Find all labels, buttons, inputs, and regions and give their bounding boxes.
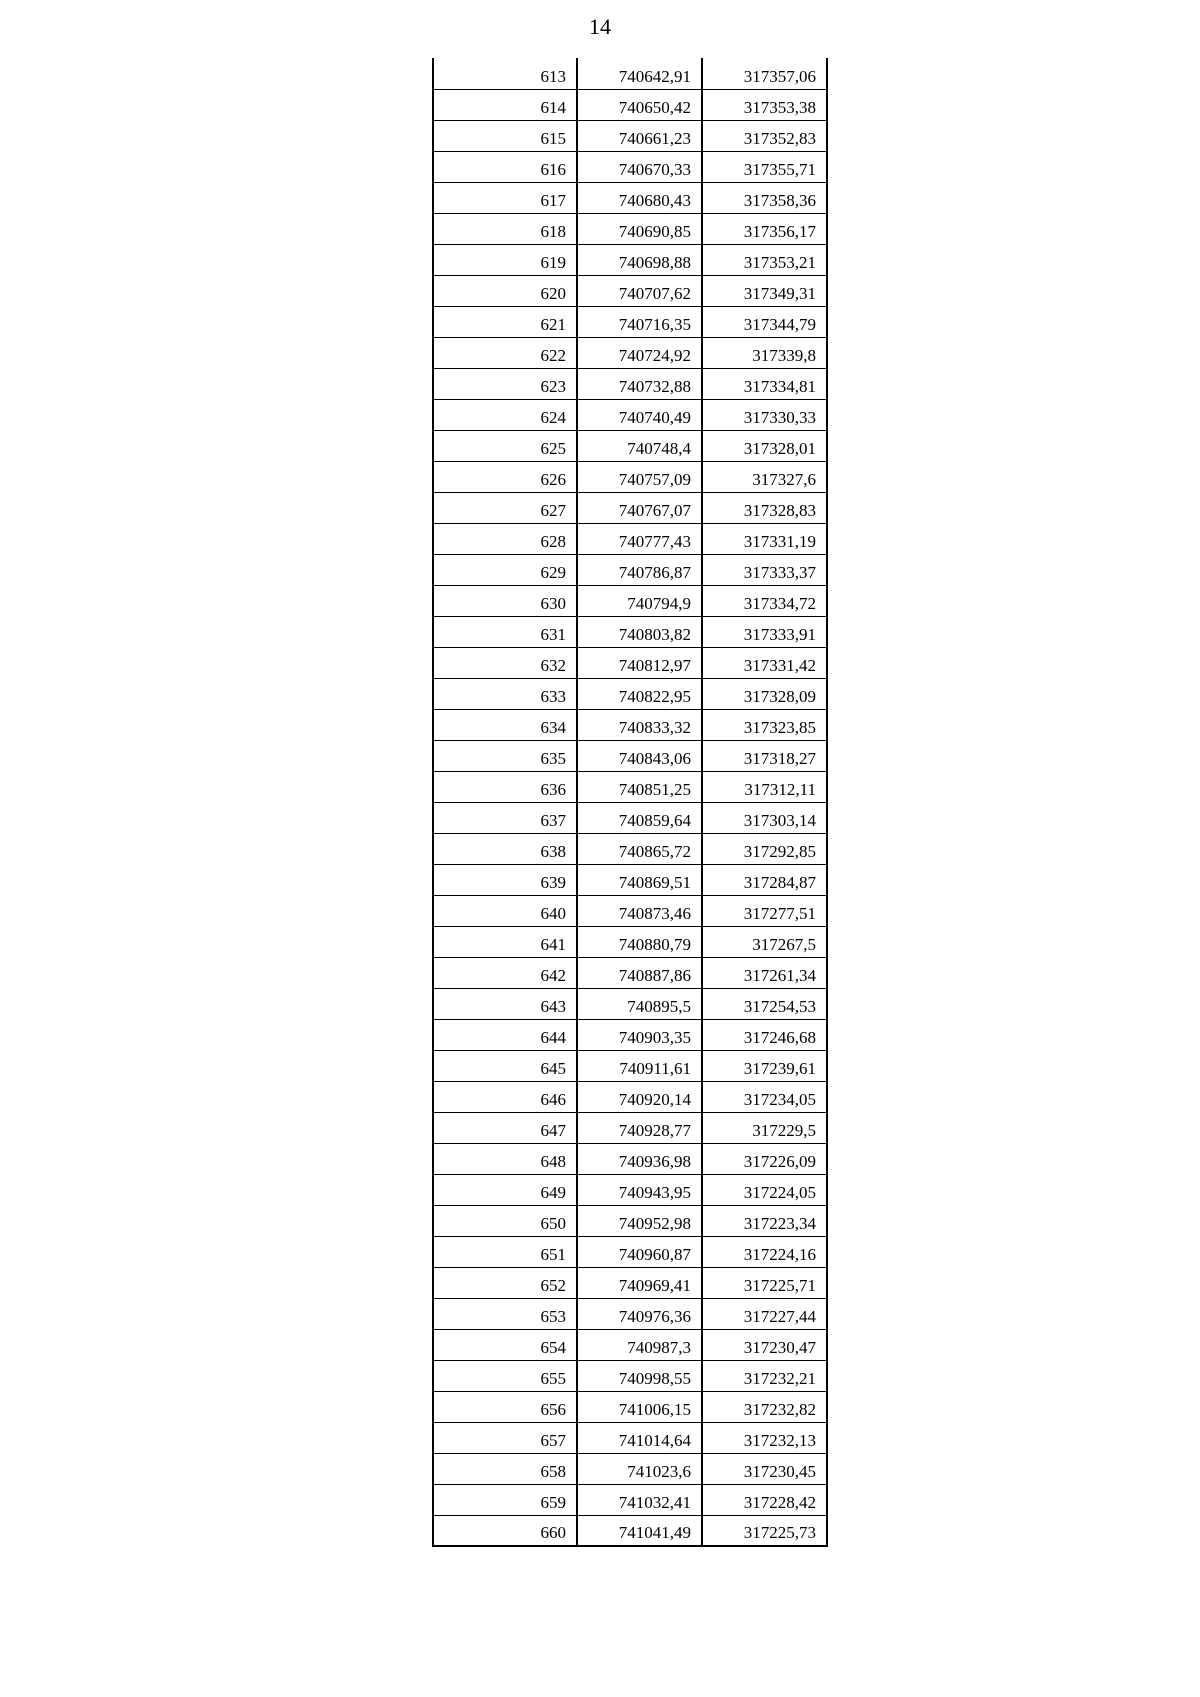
point-number-cell: 640 <box>433 895 577 926</box>
x-coordinate-cell: 740865,72 <box>577 833 702 864</box>
table-row <box>433 89 827 120</box>
y-coordinate-cell: 317277,51 <box>702 895 827 926</box>
x-coordinate-cell: 740911,61 <box>577 1050 702 1081</box>
x-coordinate-cell: 741006,15 <box>577 1391 702 1422</box>
y-coordinate-cell: 317223,34 <box>702 1205 827 1236</box>
table-row <box>433 1515 827 1546</box>
x-coordinate-cell: 740757,09 <box>577 461 702 492</box>
point-number-cell: 659 <box>433 1484 577 1515</box>
x-coordinate-cell: 740698,88 <box>577 244 702 275</box>
table-row <box>433 1143 827 1174</box>
point-number-cell: 632 <box>433 647 577 678</box>
table-row <box>433 275 827 306</box>
x-coordinate-cell: 740903,35 <box>577 1019 702 1050</box>
table-row <box>433 182 827 213</box>
point-number-cell: 645 <box>433 1050 577 1081</box>
y-coordinate-cell: 317353,38 <box>702 89 827 120</box>
table-row <box>433 988 827 1019</box>
x-coordinate-cell: 740786,87 <box>577 554 702 585</box>
y-coordinate-cell: 317226,09 <box>702 1143 827 1174</box>
y-coordinate-cell: 317356,17 <box>702 213 827 244</box>
point-number-cell: 636 <box>433 771 577 802</box>
point-number-cell: 648 <box>433 1143 577 1174</box>
table-row <box>433 833 827 864</box>
table-row <box>433 430 827 461</box>
point-number-cell: 649 <box>433 1174 577 1205</box>
point-number-cell: 647 <box>433 1112 577 1143</box>
point-number-cell: 633 <box>433 678 577 709</box>
y-coordinate-cell: 317331,42 <box>702 647 827 678</box>
table-row <box>433 244 827 275</box>
table-row <box>433 1391 827 1422</box>
point-number-cell: 630 <box>433 585 577 616</box>
point-number-cell: 652 <box>433 1267 577 1298</box>
y-coordinate-cell: 317229,5 <box>702 1112 827 1143</box>
table-row <box>433 1298 827 1329</box>
x-coordinate-cell: 740833,32 <box>577 709 702 740</box>
point-number-cell: 623 <box>433 368 577 399</box>
table-row <box>433 368 827 399</box>
y-coordinate-cell: 317353,21 <box>702 244 827 275</box>
point-number-cell: 658 <box>433 1453 577 1484</box>
point-number-cell: 635 <box>433 740 577 771</box>
y-coordinate-cell: 317254,53 <box>702 988 827 1019</box>
table-row <box>433 492 827 523</box>
x-coordinate-cell: 740943,95 <box>577 1174 702 1205</box>
y-coordinate-cell: 317246,68 <box>702 1019 827 1050</box>
y-coordinate-cell: 317312,11 <box>702 771 827 802</box>
table-row <box>433 1329 827 1360</box>
point-number-cell: 620 <box>433 275 577 306</box>
table-row <box>433 585 827 616</box>
table-row <box>433 647 827 678</box>
x-coordinate-cell: 740690,85 <box>577 213 702 244</box>
table-row <box>433 802 827 833</box>
x-coordinate-cell: 740880,79 <box>577 926 702 957</box>
table-row <box>433 1205 827 1236</box>
y-coordinate-cell: 317232,21 <box>702 1360 827 1391</box>
y-coordinate-cell: 317355,71 <box>702 151 827 182</box>
x-coordinate-cell: 740887,86 <box>577 957 702 988</box>
table-row <box>433 1050 827 1081</box>
point-number-cell: 626 <box>433 461 577 492</box>
y-coordinate-cell: 317284,87 <box>702 864 827 895</box>
y-coordinate-cell: 317357,06 <box>702 58 827 89</box>
point-number-cell: 631 <box>433 616 577 647</box>
x-coordinate-cell: 740661,23 <box>577 120 702 151</box>
y-coordinate-cell: 317225,71 <box>702 1267 827 1298</box>
y-coordinate-cell: 317292,85 <box>702 833 827 864</box>
y-coordinate-cell: 317333,91 <box>702 616 827 647</box>
table-row <box>433 1112 827 1143</box>
y-coordinate-cell: 317334,72 <box>702 585 827 616</box>
table-row <box>433 1081 827 1112</box>
coordinates-table <box>432 58 828 1547</box>
point-number-cell: 627 <box>433 492 577 523</box>
x-coordinate-cell: 741041,49 <box>577 1515 702 1546</box>
y-coordinate-cell: 317358,36 <box>702 182 827 213</box>
table-row <box>433 337 827 368</box>
table-row <box>433 926 827 957</box>
x-coordinate-cell: 740895,5 <box>577 988 702 1019</box>
point-number-cell: 654 <box>433 1329 577 1360</box>
x-coordinate-cell: 740936,98 <box>577 1143 702 1174</box>
table-row <box>433 306 827 337</box>
x-coordinate-cell: 740650,42 <box>577 89 702 120</box>
x-coordinate-cell: 740843,06 <box>577 740 702 771</box>
x-coordinate-cell: 740928,77 <box>577 1112 702 1143</box>
point-number-cell: 650 <box>433 1205 577 1236</box>
x-coordinate-cell: 740716,35 <box>577 306 702 337</box>
y-coordinate-cell: 317303,14 <box>702 802 827 833</box>
x-coordinate-cell: 740707,62 <box>577 275 702 306</box>
y-coordinate-cell: 317318,27 <box>702 740 827 771</box>
x-coordinate-cell: 741014,64 <box>577 1422 702 1453</box>
point-number-cell: 656 <box>433 1391 577 1422</box>
point-number-cell: 657 <box>433 1422 577 1453</box>
y-coordinate-cell: 317327,6 <box>702 461 827 492</box>
point-number-cell: 617 <box>433 182 577 213</box>
point-number-cell: 643 <box>433 988 577 1019</box>
table-row <box>433 1360 827 1391</box>
table-row <box>433 213 827 244</box>
table-row <box>433 58 827 89</box>
y-coordinate-cell: 317333,37 <box>702 554 827 585</box>
point-number-cell: 634 <box>433 709 577 740</box>
x-coordinate-cell: 740969,41 <box>577 1267 702 1298</box>
point-number-cell: 619 <box>433 244 577 275</box>
x-coordinate-cell: 740822,95 <box>577 678 702 709</box>
x-coordinate-cell: 740748,4 <box>577 430 702 461</box>
y-coordinate-cell: 317331,19 <box>702 523 827 554</box>
point-number-cell: 655 <box>433 1360 577 1391</box>
x-coordinate-cell: 740680,43 <box>577 182 702 213</box>
x-coordinate-cell: 740732,88 <box>577 368 702 399</box>
point-number-cell: 624 <box>433 399 577 430</box>
y-coordinate-cell: 317328,09 <box>702 678 827 709</box>
y-coordinate-cell: 317349,31 <box>702 275 827 306</box>
point-number-cell: 639 <box>433 864 577 895</box>
y-coordinate-cell: 317224,16 <box>702 1236 827 1267</box>
y-coordinate-cell: 317352,83 <box>702 120 827 151</box>
table-row <box>433 523 827 554</box>
x-coordinate-cell: 740960,87 <box>577 1236 702 1267</box>
point-number-cell: 651 <box>433 1236 577 1267</box>
y-coordinate-cell: 317328,01 <box>702 430 827 461</box>
y-coordinate-cell: 317344,79 <box>702 306 827 337</box>
table-row <box>433 771 827 802</box>
point-number-cell: 644 <box>433 1019 577 1050</box>
x-coordinate-cell: 740740,49 <box>577 399 702 430</box>
point-number-cell: 653 <box>433 1298 577 1329</box>
point-number-cell: 621 <box>433 306 577 337</box>
x-coordinate-cell: 740952,98 <box>577 1205 702 1236</box>
x-coordinate-cell: 741023,6 <box>577 1453 702 1484</box>
y-coordinate-cell: 317234,05 <box>702 1081 827 1112</box>
table-row <box>433 957 827 988</box>
point-number-cell: 618 <box>433 213 577 244</box>
y-coordinate-cell: 317334,81 <box>702 368 827 399</box>
table-row <box>433 709 827 740</box>
point-number-cell: 616 <box>433 151 577 182</box>
x-coordinate-cell: 740859,64 <box>577 802 702 833</box>
table-row <box>433 1174 827 1205</box>
y-coordinate-cell: 317228,42 <box>702 1484 827 1515</box>
table-row <box>433 120 827 151</box>
y-coordinate-cell: 317225,73 <box>702 1515 827 1546</box>
x-coordinate-cell: 740851,25 <box>577 771 702 802</box>
x-coordinate-cell: 740794,9 <box>577 585 702 616</box>
x-coordinate-cell: 740812,97 <box>577 647 702 678</box>
point-number-cell: 628 <box>433 523 577 554</box>
point-number-cell: 646 <box>433 1081 577 1112</box>
y-coordinate-cell: 317267,5 <box>702 926 827 957</box>
point-number-cell: 613 <box>433 58 577 89</box>
y-coordinate-cell: 317227,44 <box>702 1298 827 1329</box>
table-row <box>433 151 827 182</box>
table-row <box>433 1453 827 1484</box>
y-coordinate-cell: 317224,05 <box>702 1174 827 1205</box>
point-number-cell: 614 <box>433 89 577 120</box>
page-number: 14 <box>589 14 611 39</box>
table-row <box>433 678 827 709</box>
y-coordinate-cell: 317330,33 <box>702 399 827 430</box>
table-row <box>433 1267 827 1298</box>
x-coordinate-cell: 740767,07 <box>577 492 702 523</box>
x-coordinate-cell: 740777,43 <box>577 523 702 554</box>
y-coordinate-cell: 317230,45 <box>702 1453 827 1484</box>
y-coordinate-cell: 317339,8 <box>702 337 827 368</box>
y-coordinate-cell: 317328,83 <box>702 492 827 523</box>
point-number-cell: 622 <box>433 337 577 368</box>
x-coordinate-cell: 740998,55 <box>577 1360 702 1391</box>
table-row <box>433 1019 827 1050</box>
table-row <box>433 399 827 430</box>
x-coordinate-cell: 740987,3 <box>577 1329 702 1360</box>
table-row <box>433 895 827 926</box>
point-number-cell: 660 <box>433 1515 577 1546</box>
table-row <box>433 616 827 647</box>
y-coordinate-cell: 317323,85 <box>702 709 827 740</box>
x-coordinate-cell: 740724,92 <box>577 337 702 368</box>
point-number-cell: 637 <box>433 802 577 833</box>
table-row <box>433 461 827 492</box>
x-coordinate-cell: 741032,41 <box>577 1484 702 1515</box>
point-number-cell: 638 <box>433 833 577 864</box>
x-coordinate-cell: 740976,36 <box>577 1298 702 1329</box>
x-coordinate-cell: 740920,14 <box>577 1081 702 1112</box>
y-coordinate-cell: 317232,82 <box>702 1391 827 1422</box>
table-row <box>433 1484 827 1515</box>
y-coordinate-cell: 317230,47 <box>702 1329 827 1360</box>
point-number-cell: 642 <box>433 957 577 988</box>
point-number-cell: 625 <box>433 430 577 461</box>
table-row <box>433 864 827 895</box>
y-coordinate-cell: 317261,34 <box>702 957 827 988</box>
y-coordinate-cell: 317239,61 <box>702 1050 827 1081</box>
table-row <box>433 1236 827 1267</box>
point-number-cell: 615 <box>433 120 577 151</box>
table-row <box>433 554 827 585</box>
x-coordinate-cell: 740642,91 <box>577 58 702 89</box>
x-coordinate-cell: 740670,33 <box>577 151 702 182</box>
coordinates-table-body <box>433 58 827 1546</box>
point-number-cell: 629 <box>433 554 577 585</box>
x-coordinate-cell: 740803,82 <box>577 616 702 647</box>
table-row <box>433 740 827 771</box>
x-coordinate-cell: 740869,51 <box>577 864 702 895</box>
y-coordinate-cell: 317232,13 <box>702 1422 827 1453</box>
x-coordinate-cell: 740873,46 <box>577 895 702 926</box>
point-number-cell: 641 <box>433 926 577 957</box>
table-row <box>433 1422 827 1453</box>
